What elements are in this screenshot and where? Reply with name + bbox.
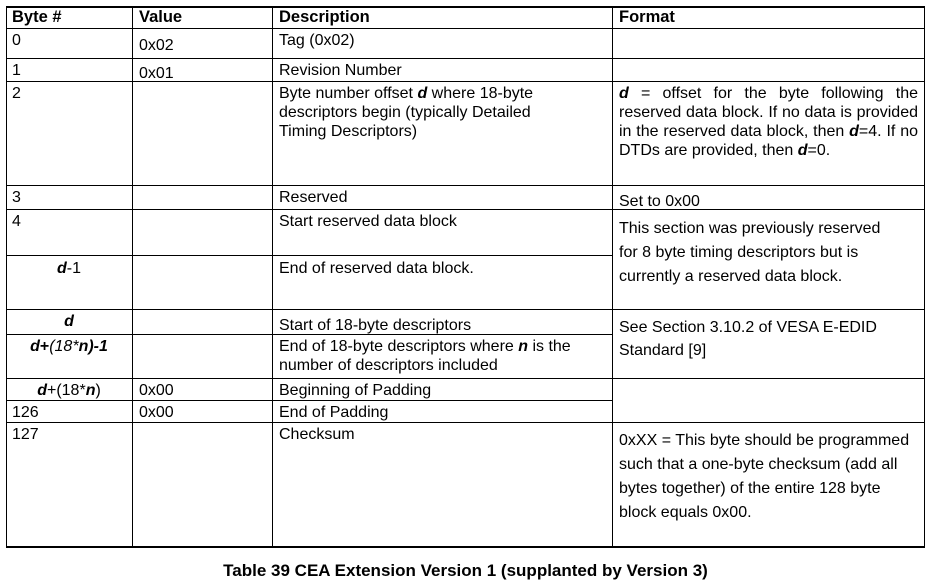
description-cell: Start of 18-byte descriptors [279,317,472,334]
variable-d: d [64,313,74,330]
variable-n: n [85,382,96,399]
row-divider [6,400,612,401]
value-cell: 0x00 [139,404,174,421]
table-border-right [924,6,925,548]
format-cell: See Section 3.10.2 of VESA E-EDID Standard [9] [619,319,877,359]
byte-cell [6,258,132,278]
format-cell: 0xXX = This byte should be programmed such that a one-byte checksum (add all bytes together) of the entire 128 byte block equals 0x00. [619,432,910,521]
byte-cell: 3 [12,189,21,206]
byte-cell: 4 [12,213,21,230]
format-cell: Set to 0x00 [619,193,700,210]
variable-d: d [37,382,47,399]
table-border-bottom [6,546,925,548]
row-divider [6,378,925,379]
header-description: Description [279,8,370,26]
text-run: = offset for the byte following the reserved data block. If no data is provided in the reserved data block, then [619,85,918,140]
text-run: ) [95,382,101,399]
byte-cell: 127 [12,426,39,443]
value-cell: 0x01 [139,65,174,82]
variable-n: n [518,338,529,355]
text-run: -1 [66,260,81,277]
byte-cell [6,336,132,356]
byte-cell [6,311,132,331]
variable-n: n [78,338,89,355]
row-divider [6,422,925,423]
variable-d: d [849,123,859,140]
row-divider [6,185,925,186]
header-value: Value [139,8,183,26]
variable-d: d [417,85,428,102]
byte-cell: 2 [12,85,21,102]
byte-cell: 1 [12,62,21,79]
description-cell [273,336,593,375]
text-run: Byte number offset [279,85,418,102]
description-cell: Beginning of Padding [279,382,432,399]
row-divider [6,255,612,256]
variable-d: d [797,142,808,159]
variable-d: d [619,85,629,102]
text-run: =4. If no DTDs are provided, then [619,123,918,159]
row-divider [6,309,925,310]
description-cell: Tag (0x02) [279,32,355,49]
header-byte: Byte # [12,8,62,26]
description-cell: End of reserved data block. [279,260,474,277]
cea-extension-table [6,6,925,548]
text-run: where 18-byte descriptors begin (typically Detailed Timing Descriptors) [279,85,534,140]
text-run: End of 18-byte descriptors where [279,338,519,355]
text-run: +(18* [46,382,86,399]
description-cell: End of Padding [279,404,389,421]
row-divider [6,28,925,29]
text-run: )-1 [88,338,108,355]
description-cell: Reserved [279,189,348,206]
description-cell: Start reserved data block [279,213,457,230]
text-run: + [39,338,50,355]
col-divider [132,6,133,548]
description-cell: Checksum [279,426,355,443]
table-caption: Table 39 CEA Extension Version 1 (supplanted by Version 3) [223,561,708,580]
description-cell [273,83,573,141]
value-cell: 0x02 [139,37,174,54]
byte-cell: 0 [12,32,21,49]
variable-d: d [30,338,40,355]
format-cell [613,83,924,160]
value-cell: 0x00 [139,382,174,399]
text-run: =0. [807,142,831,159]
description-cell: Revision Number [279,62,402,79]
format-cell: This section was previously reserved for 8 byte timing descriptors but is currently a reserved data block. [619,220,881,285]
text-run: (18* [49,338,79,355]
header-format: Format [619,8,675,26]
byte-cell: 126 [12,404,39,421]
text-run: is the number of descriptors included [279,338,571,374]
row-divider [6,58,925,59]
byte-cell [6,380,132,400]
variable-d: d [56,260,67,277]
